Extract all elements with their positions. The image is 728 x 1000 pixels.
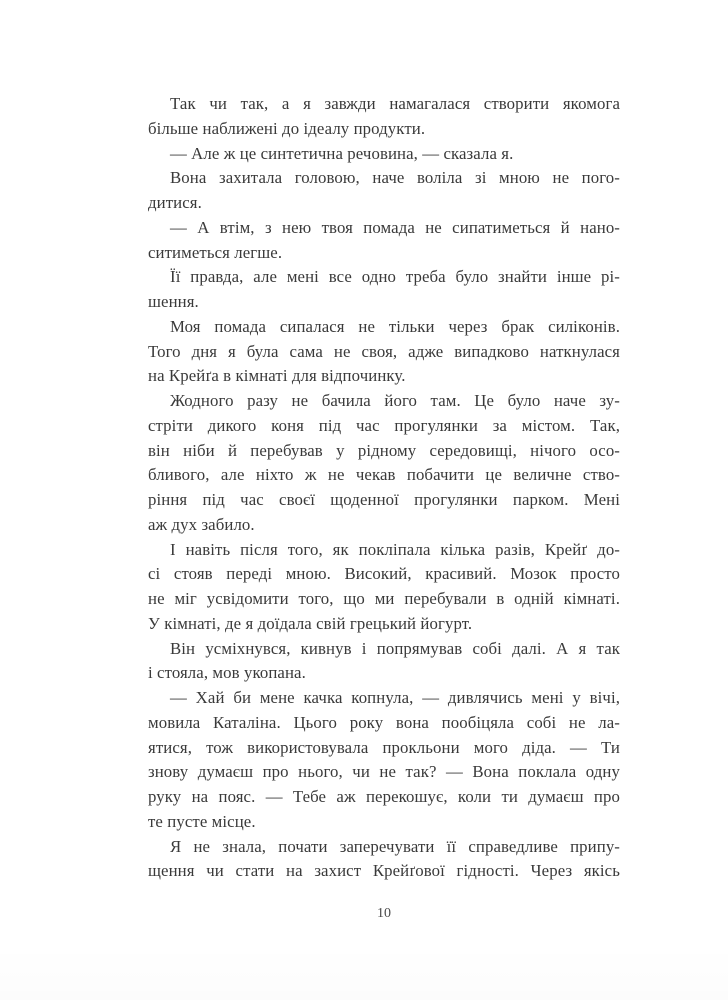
text-line: ятися, тож використовувала прокльони мого діда. — Ти	[148, 737, 620, 757]
text-line: ріння під час своєї щоденної прогулянки парком. Мені	[148, 490, 620, 509]
text-line: шення.	[148, 292, 199, 311]
text-line: І навіть після того, як покліпала кілька разів, Крейґ до-	[170, 539, 620, 559]
text-line: і стояла, мов укопана.	[148, 663, 306, 683]
text-line: те пусте місце.	[148, 811, 256, 831]
text-line: Вона захитала головою, наче воліла зі мною не пого-	[170, 168, 620, 188]
paragraph	[148, 142, 620, 167]
text-line: стріти дикого коня під час прогулянки за містом. Так,	[148, 415, 620, 435]
text-line: мовила Каталіна. Цього року вона пообіцяла собі не ла-	[148, 712, 620, 732]
paragraph	[148, 216, 620, 266]
paragraph	[148, 265, 620, 315]
text-line: аж дух забило.	[148, 514, 255, 534]
text-line: сі стояв переді мною. Високий, красивий. Мозок просто	[148, 564, 620, 584]
text-line: не міг усвідомити того, що ми перебували в одній кімнаті.	[148, 589, 620, 608]
text-line: У кімнаті, де я доїдала свій грецький йогурт.	[148, 613, 473, 633]
paragraph	[148, 637, 620, 687]
paragraph	[148, 166, 620, 216]
text-line: — А втім, з нею твоя помада не сипатиметься й нано-	[170, 217, 620, 237]
text-line: щення чи стати на захист Крейґової гідності. Через якісь	[148, 861, 620, 881]
text-line: Моя помада сипалася не тільки через брак силіконів.	[170, 316, 620, 336]
page-number: 10	[377, 906, 391, 921]
text-line: Я не знала, почати заперечувати її справедливе припу-	[170, 836, 620, 856]
text-line: ситиметься легше.	[148, 242, 283, 262]
paragraph	[148, 92, 620, 142]
text-line: бливого, але ніхто ж не чекав побачити це величне ство-	[148, 465, 620, 485]
paragraph	[148, 686, 620, 835]
text-line: — Але ж це синтетична речовина, — сказала я.	[170, 143, 514, 163]
paragraph	[148, 835, 620, 885]
paragraph	[148, 389, 620, 538]
text-line: на Крейґа в кімнаті для відпочинку.	[148, 366, 406, 386]
text-line: — Хай би мене качка копнула, — дивлячись мені у вічі,	[170, 688, 620, 707]
paragraph	[148, 315, 620, 389]
text-line: дитися.	[148, 193, 202, 212]
text-line: Жодного разу не бачила його там. Це було наче зу-	[170, 391, 620, 410]
text-line: він ніби й перебував у рідному середовищі, нічого осо-	[148, 440, 620, 460]
text-line: Так чи так, а я завжди намагалася створити якомога	[170, 94, 620, 113]
text-line: Він усміхнувся, кивнув і попрямував собі далі. А я так	[170, 638, 620, 658]
text-block	[148, 92, 620, 884]
paragraph	[148, 538, 620, 637]
text-line: руку на пояс. — Тебе аж перекошує, коли ти думаєш про	[148, 787, 620, 806]
text-line: більше наближені до ідеалу продукти.	[148, 118, 426, 138]
text-line: Її правда, але мені все одно треба було знайти інше рі-	[170, 267, 620, 287]
text-line: Того дня я була сама не своя, адже випадково наткнулася	[148, 341, 620, 361]
text-line: знову думаєш про нього, чи не так? — Вона поклала одну	[148, 762, 620, 782]
